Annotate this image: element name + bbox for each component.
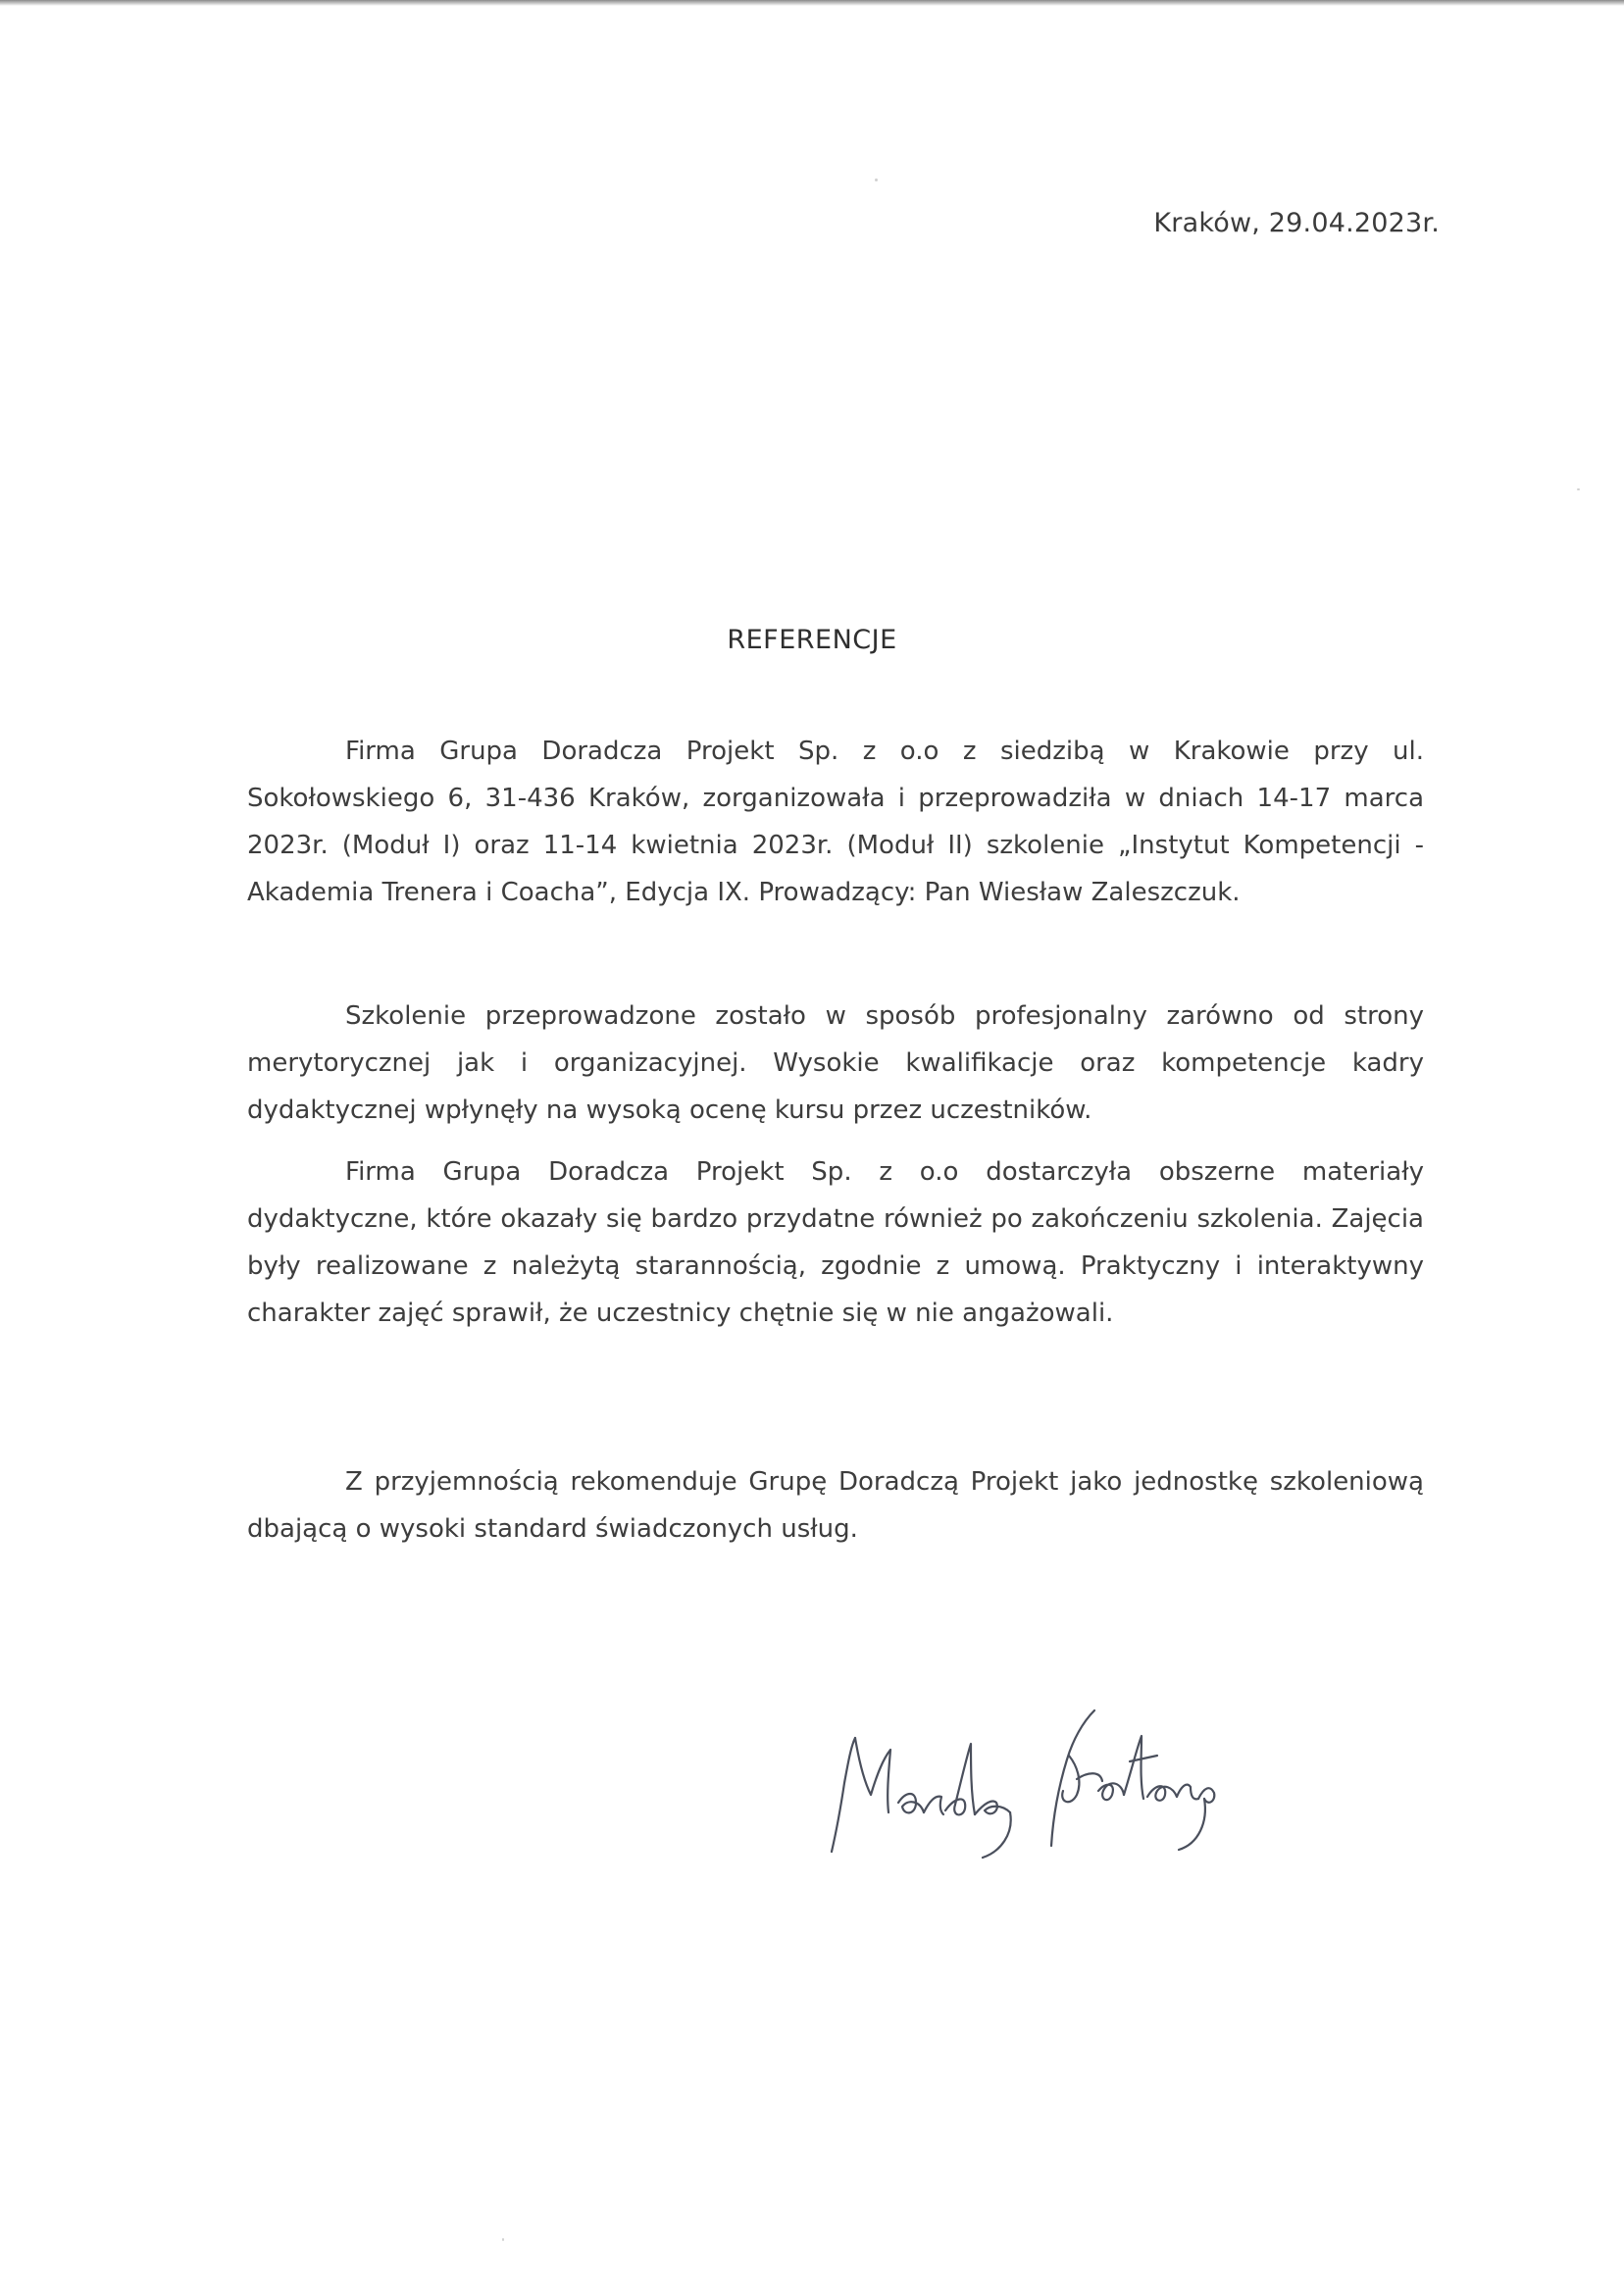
paragraph-training-materials bbox=[247, 1148, 1424, 1337]
scan-speck bbox=[502, 2238, 504, 2241]
scan-top-edge bbox=[0, 0, 1624, 6]
paragraph-training-details bbox=[247, 728, 1424, 916]
scan-speck bbox=[1577, 488, 1580, 490]
paragraph-text: Firma Grupa Doradcza Projekt Sp. z o.o z siedzibą w Krakowie przy ul. Sokołowskiego 6, 31-436 Kraków, zorganizowała i przeprowadziła w dniach 14-17 marca 2023r. (Moduł I) oraz 11-14 kwietnia 2023r. (Moduł II) szkolenie „Instytut Kompetencji - Akademia Trenera i Coacha”, Edycja IX. Prowadzący: Pan Wiesław Zaleszczuk. bbox=[247, 737, 1424, 907]
paragraph-training-quality bbox=[247, 993, 1424, 1134]
scan-speck bbox=[875, 178, 878, 181]
paragraph-recommendation bbox=[247, 1458, 1424, 1553]
paragraph-text: Szkolenie przeprowadzone zostało w sposób profesjonalny zarówno od strony merytorycznej jak i organizacyjnej. Wysokie kwalifikacje oraz kompetencje kadry dydaktycznej wpłynęły na wysoką ocenę kursu przez uczestników. bbox=[247, 1001, 1424, 1125]
document-title: REFERENCJE bbox=[727, 625, 897, 655]
paragraph-text: Z przyjemnością rekomenduje Grupę Doradczą Projekt jako jednostkę szkoleniową dbającą o wysoki standard świadczonych usług. bbox=[247, 1467, 1424, 1544]
paragraph-text: Firma Grupa Doradcza Projekt Sp. z o.o dostarczyła obszerne materiały dydaktyczne, które okazały się bardzo przydatne również po zakończeniu szkolenia. Zajęcia były realizowane z należytą starannością, zgodnie z umową. Praktyczny i interaktywny charakter zajęć sprawił, że uczestnicy chętnie się w nie angażowali. bbox=[247, 1157, 1424, 1328]
handwritten-signature bbox=[818, 1697, 1230, 1863]
place-and-date: Kraków, 29.04.2023r. bbox=[1153, 208, 1440, 238]
